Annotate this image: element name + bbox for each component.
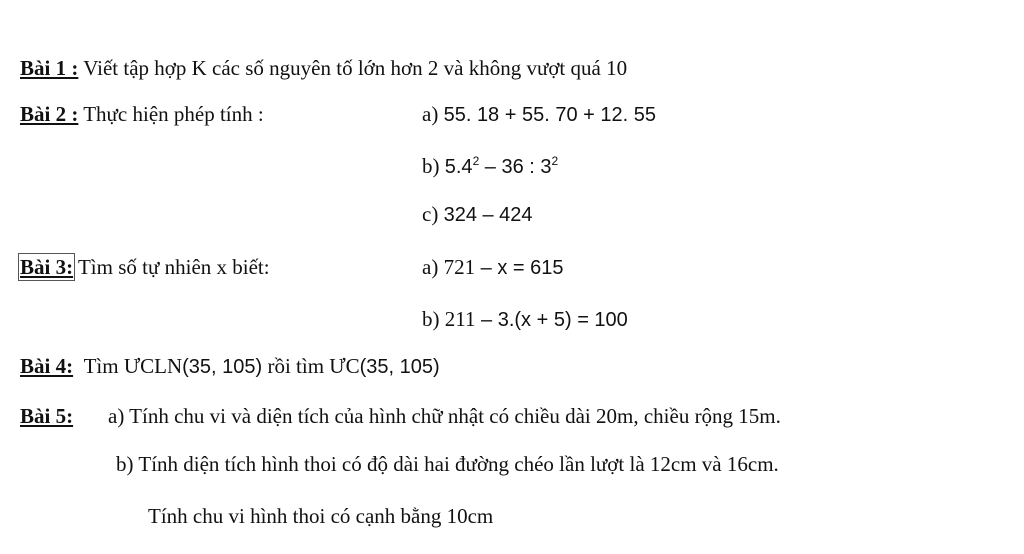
exercise-4-math-1: (35, 105) xyxy=(182,356,263,378)
exercise-1 xyxy=(20,58,627,79)
exercise-4-math-2: (35, 105) xyxy=(359,356,440,378)
exercise-3a-prefix: a) xyxy=(422,255,439,279)
exercise-1-text: Viết tập hợp K các số nguyên tố lớn hơn 2 và không vượt quá 10 xyxy=(83,56,628,80)
exercise-2b-expression xyxy=(445,156,558,178)
exercise-2a xyxy=(422,104,656,125)
exercise-5b xyxy=(116,454,779,475)
exercise-4-text-1: Tìm ƯCLN xyxy=(83,354,183,378)
exercise-2b-exponent-1: 2 xyxy=(472,154,480,168)
exercise-3b-expression: – 3.(x + 5) = 100 xyxy=(475,309,628,331)
exercise-2-label: Bài 2 : xyxy=(20,102,79,126)
exercise-2c-expression: 324 – 424 xyxy=(443,204,533,226)
exercise-2b-part-1: 5.4 xyxy=(444,156,473,178)
exercise-2 xyxy=(20,104,264,125)
exercise-5-label: Bài 5: xyxy=(20,404,74,428)
exercise-2c-prefix: c) xyxy=(422,202,439,226)
exercise-2a-expression: 55. 18 + 55. 70 + 12. 55 xyxy=(443,104,656,126)
exercise-3a-expression: – x = 615 xyxy=(475,257,564,279)
exercise-5 xyxy=(20,406,73,427)
exercise-5b2-text: Tính chu vi hình thoi có cạnh bằng 10cm xyxy=(148,504,494,528)
exercise-2b xyxy=(422,156,558,177)
exercise-2a-prefix: a) xyxy=(422,102,439,126)
exercise-3-label: Bài 3: xyxy=(20,255,74,279)
exercise-5a xyxy=(108,406,781,427)
exercise-4-text-2: rồi tìm ƯC xyxy=(262,354,360,378)
exercise-4-label: Bài 4: xyxy=(20,354,74,378)
exercise-3b-number: 211 xyxy=(444,307,476,331)
exercise-2b-prefix: b) xyxy=(422,154,440,178)
exercise-2-text: Thực hiện phép tính : xyxy=(83,102,264,126)
exercise-3a xyxy=(422,257,563,278)
exercise-3 xyxy=(20,257,270,278)
exercise-3-text: Tìm số tự nhiên x biết: xyxy=(77,255,270,279)
exercise-2b-exponent-2: 2 xyxy=(551,154,559,168)
exercise-1-label: Bài 1 : xyxy=(20,56,79,80)
exercise-3b-prefix: b) xyxy=(422,307,440,331)
exercise-2c xyxy=(422,204,533,225)
exercise-4 xyxy=(20,356,440,377)
exercise-5b-text: b) Tính diện tích hình thoi có độ dài hai đường chéo lần lượt là 12cm và 16cm. xyxy=(116,452,779,476)
exercise-2b-part-2: – 36 : 3 xyxy=(479,156,552,178)
exercise-5b-continuation xyxy=(148,506,493,527)
exercise-5a-text: a) Tính chu vi và diện tích của hình chữ nhật có chiều dài 20m, chiều rộng 15m. xyxy=(108,404,781,428)
exercise-3b xyxy=(422,309,628,330)
exercise-3a-number: 721 xyxy=(443,255,476,279)
